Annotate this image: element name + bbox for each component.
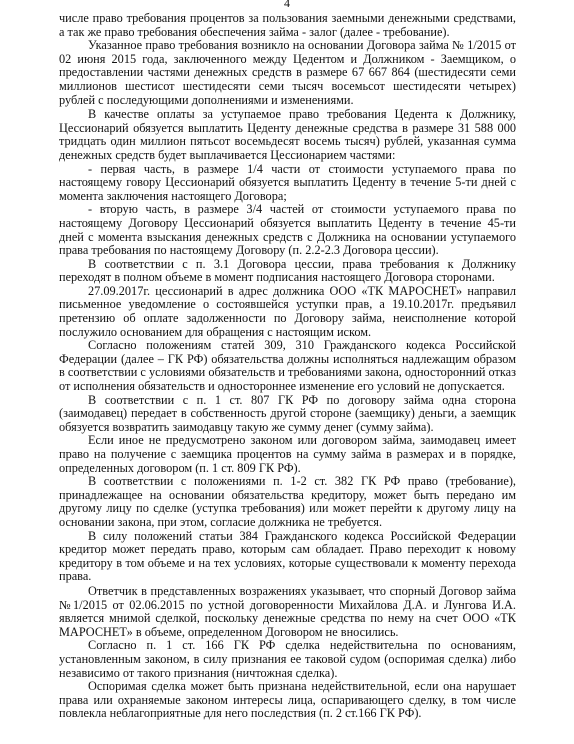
paragraph: Если иное не предусмотрено законом или договором займа, заимодавец имеет право на получение с заемщика процентов на сумму займа в размерах и в порядке, определенных договором (п. 1 ст. 809 ГК РФ).	[59, 433, 516, 475]
paragraph: Согласно п. 1 ст. 166 ГК РФ сделка недействительна по основаниям, установленным законом, в силу признания ее таковой судом (оспоримая сделка) либо независимо от такого признания (ничтожная сделка).	[59, 638, 516, 680]
paragraph: Согласно положениям статей 309, 310 Гражданского кодекса Российской Федерации (далее – ГК РФ) обязательства должны исполняться надлежащим образом в соответствии с условиями обязательств и требованиями закона, односторонний отказ от исполнения обязательств и одностороннее изменение его условий не допускается.	[59, 338, 516, 394]
paragraph: - вторую часть, в размере 3/4 частей от стоимости уступаемого права по настоящему Договору Цессионарий обязуется выплатить Цеденту в течение 45-ти дней с момента взыскания денежных средств с Должника на основании уступаемого права требования по настоящему Договору (п. 2.2-2.3 Договора цессии).	[59, 202, 516, 258]
paragraph: Указанное право требования возникло на основании Договора займа № 1/2015 от 02 июня 2015 года, заключенного между Цедентом и Должником - Заемщиком, о предоставлении частями денежных средств в размере 67 667 864 (шестидесяти семи миллионов шестисот шестидесяти семи тысяч восемьсот шестидесяти четырех) рублей с последующими дополнениями и изменениями.	[59, 38, 516, 107]
paragraph: Ответчик в представленных возражениях указывает, что спорный Договор займа №1/2015 от 02.06.2015 по устной договоренности Михайлова Д.А. и Лунгова И.А. является мнимой сделкой, поскольку денежные средства по нему на счет ООО «ТК МАРОСНЕТ» в объеме, определенном Договором не вносились.	[59, 583, 516, 639]
paragraph: В качестве оплаты за уступаемое право требования Цедента к Должнику, Цессионарий обязуется выплатить Цеденту денежные средства в размере 31 588 000 тридцать один миллион пятьсот восемьдесят восемь тысяч) рублей, указанная сумма денежных средств будет выплачивается Цессионарием частями:	[59, 107, 516, 162]
paragraph: числе право требования процентов за пользования заемными денежными средствами, а так же право требования обеспечения займа - залог (далее - требование).	[59, 11, 516, 39]
paragraph: В силу положений статьи 384 Гражданского кодекса Российской Федерации кредитор может передать право, которым сам обладает. Право переходит к новому кредитору в том объеме и на тех условиях, которые существовали к моменту перехода права.	[59, 528, 516, 584]
page-number: 4	[284, 0, 290, 10]
paragraph: В соответствии с положениями п. 1-2 ст. 382 ГК РФ право (требование), принадлежащее на основании обязательства кредитору, может быть передано им другому лицу по сделке (уступка требования) или может перейти к другому лицу на основании закона, при этом, согласие должника не требуется.	[59, 474, 516, 529]
paragraph: 27.09.2017г. цессионарий в адрес должника ООО «ТК МАРОСНЕТ» направил письменное уведомление о состоявшейся уступки прав, а 19.10.2017г. предъявил претензию об оплате задолженности по Договору займа, неисполнение которой послужило основанием для обращения с настоящим иском.	[59, 283, 516, 339]
document-body	[59, 12, 516, 721]
paragraph: Оспоримая сделка может быть признана недействительной, если она нарушает права или охраняемые законом интересы лица, оспаривающего сделку, в том числе повлекла неблагоприятные для него последствия (п. 2 ст.166 ГК РФ).	[59, 679, 516, 721]
paragraph: В соответствии с п. 3.1 Договора цессии, права требования к Должнику переходят в полном объеме в момент подписания настоящего Договора сторонами.	[59, 256, 516, 285]
paragraph: В соответствии с п. 1 ст. 807 ГК РФ по договору займа одна сторона (заимодавец) передает в собственность другой стороне (заемщику) деньги, а заемщик обязуется возвратить заимодавцу такую же сумму денег (сумму займа).	[59, 392, 516, 434]
paragraph: - первая часть, в размере 1/4 части от стоимости уступаемого права по настоящему говору Цессионарий обязуется выплатить Цеденту в течение 5-ти дней с момента заключения настоящего Договора;	[59, 161, 516, 203]
